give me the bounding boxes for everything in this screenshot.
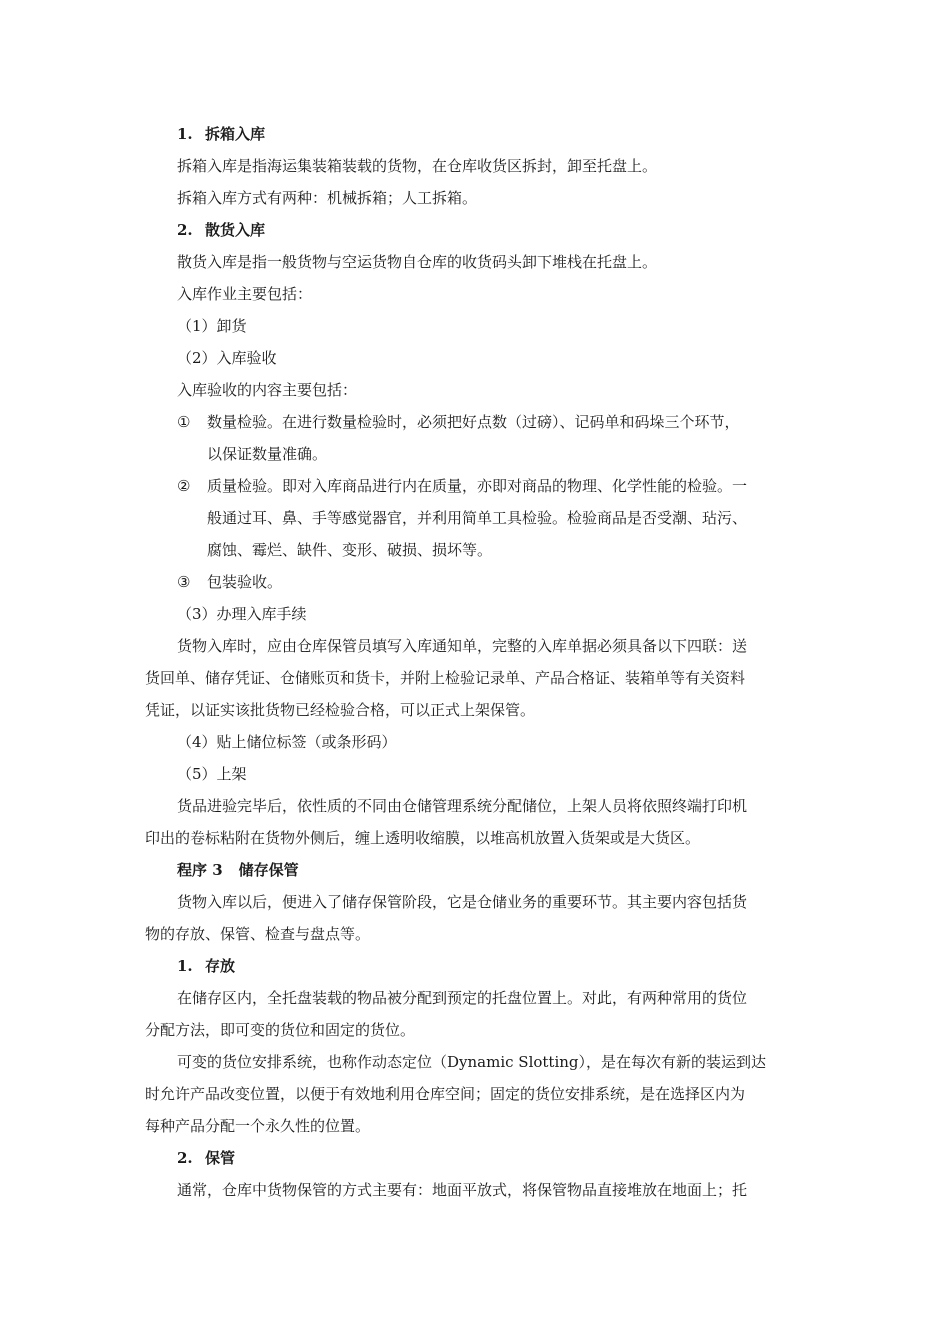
circled-marker: ① <box>177 413 191 431</box>
paragraph: 货物入库时，应由仓库保管员填写入库通知单，完整的入库单据必须具备以下四联：送 <box>177 637 748 655</box>
circled-text: 数量检验。在进行数量检验时，必须把好点数（过磅）、记码单和码垛三个环节， <box>207 413 740 431</box>
list-item: （2）入库验收 <box>177 349 277 367</box>
circled-text-continuation: 腐蚀、霉烂、缺件、变形、破损、损坏等。 <box>207 541 493 559</box>
circled-text-continuation: 以保证数量准确。 <box>207 445 328 463</box>
paragraph-continuation: 每种产品分配一个永久性的位置。 <box>145 1117 371 1135</box>
circled-item <box>177 572 282 592</box>
circled-item <box>177 412 740 432</box>
circled-text: 质量检验。即对入库商品进行内在质量，亦即对商品的物理、化学性能的检验。一 <box>207 477 748 495</box>
paragraph-continuation: 时允许产品改变位置，以便于有效地利用仓库空间；固定的货位安排系统，是在选择区内为 <box>145 1085 746 1103</box>
paragraph: 入库验收的内容主要包括： <box>177 381 358 399</box>
circled-marker: ③ <box>177 573 191 591</box>
paragraph: 入库作业主要包括： <box>177 285 313 303</box>
section-number: 1. <box>177 125 193 143</box>
paragraph: 可变的货位安排系统，也称作动态定位（Dynamic Slotting），是在每次有新的装运到达 <box>177 1053 767 1071</box>
list-item: （4）贴上储位标签（或条形码） <box>177 733 397 751</box>
section-heading <box>177 124 265 144</box>
list-item: （5）上架 <box>177 765 247 783</box>
paragraph: 在储存区内，全托盘装载的物品被分配到预定的托盘位置上。对此，有两种常用的货位 <box>177 989 748 1007</box>
paragraph-continuation: 货回单、储存凭证、仓储账页和货卡，并附上检验记录单、产品合格证、装箱单等有关资料 <box>145 669 746 687</box>
circled-text: 包装验收。 <box>207 573 283 591</box>
procedure-title: 储存保管 <box>238 861 299 879</box>
section-number: 2. <box>177 1149 193 1167</box>
paragraph-continuation: 物的存放、保管、检查与盘点等。 <box>145 925 371 943</box>
paragraph-continuation: 分配方法，即可变的货位和固定的货位。 <box>145 1021 416 1039</box>
procedure-number: 程序 3 <box>177 861 223 879</box>
paragraph-continuation: 印出的卷标粘附在货物外侧后，缠上透明收缩膜，以堆高机放置入货架或是大货区。 <box>145 829 701 847</box>
circled-marker: ② <box>177 477 191 495</box>
paragraph: 货物入库以后，便进入了储存保管阶段，它是仓储业务的重要环节。其主要内容包括货 <box>177 893 748 911</box>
section-heading <box>177 1148 235 1168</box>
list-item: （3）办理入库手续 <box>177 605 307 623</box>
paragraph: 散货入库是指一般货物与空运货物自仓库的收货码头卸下堆栈在托盘上。 <box>177 253 658 271</box>
section-title: 保管 <box>205 1149 236 1167</box>
paragraph: 货品进验完毕后，依性质的不同由仓储管理系统分配储位，上架人员将依照终端打印机 <box>177 797 748 815</box>
paragraph: 拆箱入库是指海运集装箱装载的货物，在仓库收货区拆封，卸至托盘上。 <box>177 157 658 175</box>
section-title: 存放 <box>205 957 236 975</box>
paragraph: 通常，仓库中货物保管的方式主要有：地面平放式，将保管物品直接堆放在地面上；托 <box>177 1181 748 1199</box>
procedure-heading <box>177 860 299 880</box>
circled-item <box>177 476 747 496</box>
section-number: 2. <box>177 221 193 239</box>
section-heading <box>177 956 235 976</box>
paragraph-continuation: 凭证，以证实该批货物已经检验合格，可以正式上架保管。 <box>145 701 536 719</box>
section-number: 1. <box>177 957 193 975</box>
list-item: （1）卸货 <box>177 317 247 335</box>
section-title: 拆箱入库 <box>205 125 266 143</box>
section-heading <box>177 220 265 240</box>
section-title: 散货入库 <box>205 221 266 239</box>
paragraph: 拆箱入库方式有两种：机械拆箱；人工拆箱。 <box>177 189 478 207</box>
circled-text-continuation: 般通过耳、鼻、手等感觉器官，并利用简单工具检验。检验商品是否受潮、玷污、 <box>207 509 748 527</box>
